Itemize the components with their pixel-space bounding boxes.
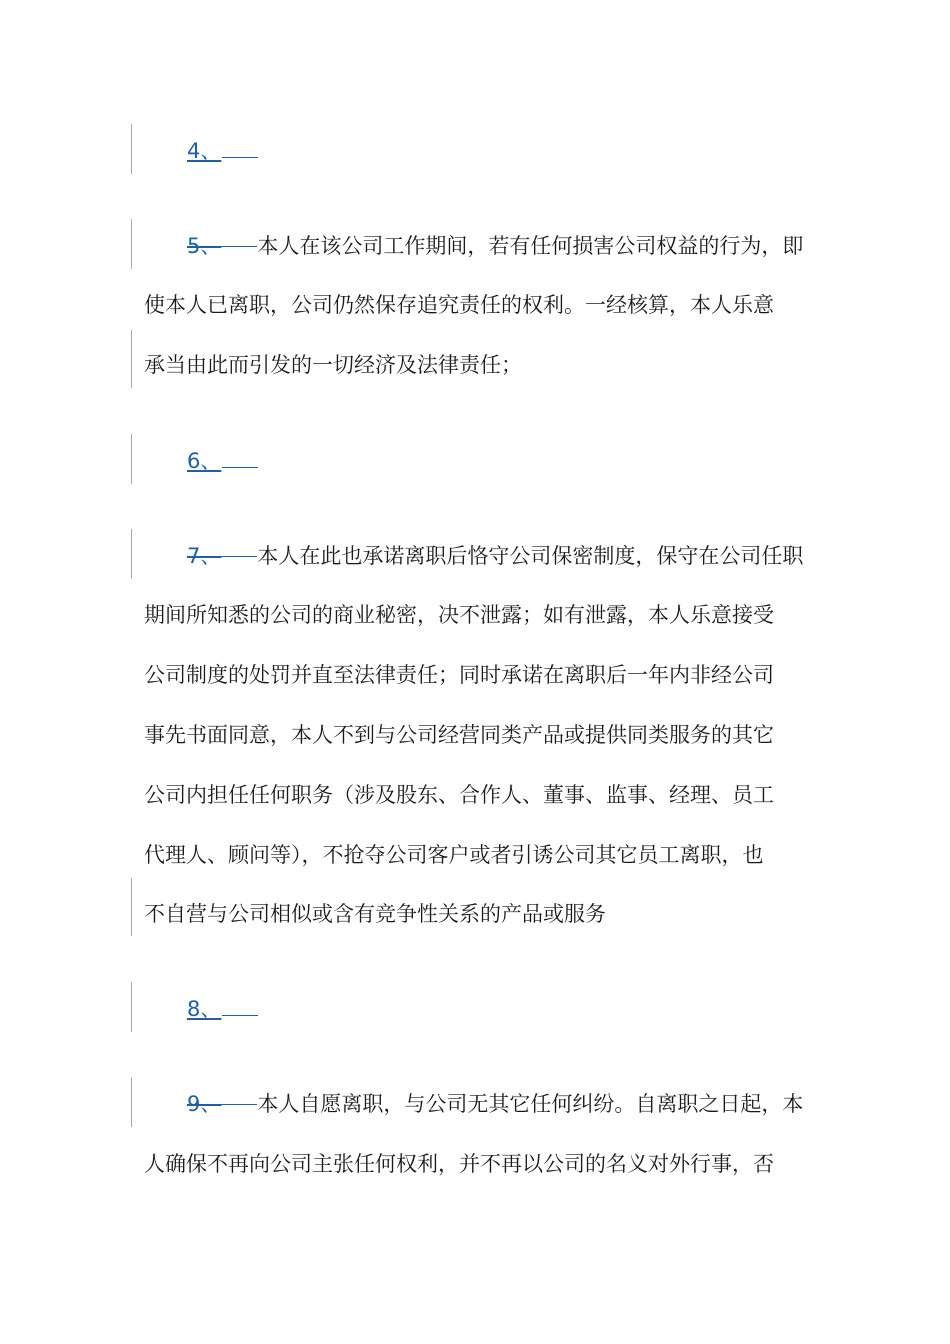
revision-bar xyxy=(131,1077,132,1127)
revision-bar xyxy=(131,434,132,484)
item-number-deleted: 5、 xyxy=(187,234,257,258)
item-number-deleted: 7、 xyxy=(187,544,257,568)
item-number-deleted: 9、 xyxy=(187,1092,257,1116)
list-item-4 xyxy=(187,136,809,166)
clause-7-line-7: 不自营与公司相似或含有竞争性关系的产品或服务 xyxy=(144,902,606,926)
clause-9-line-1: 9、 本人自愿离职，与公司无其它任何纠纷。自离职之日起，本 xyxy=(187,1092,804,1116)
clause-7-line-2: 期间所知悉的公司的商业秘密，决不泄露；如有泄露，本人乐意接受 xyxy=(144,603,774,627)
clause-7-line-3: 公司制度的处罚并直至法律责任；同时承诺在离职后一年内非经公司 xyxy=(144,663,774,687)
list-item-6 xyxy=(187,446,809,476)
revision-bar xyxy=(131,219,132,269)
clause-5-line-3: 承当由此而引发的一切经济及法律责任； xyxy=(144,353,522,377)
item-number-inserted: 4、 xyxy=(187,139,258,163)
clause-7-line-6: 代理人、顾问等），不抢夺公司客户或者引诱公司其它员工离职，也 xyxy=(144,843,764,867)
clause-7-line-1: 7、 本人在此也承诺离职后恪守公司保密制度，保守在公司任职 xyxy=(187,544,804,568)
clause-5-line-2: 使本人已离职，公司仍然保存追究责任的权利。一经核算，本人乐意 xyxy=(144,293,774,317)
revision-bar xyxy=(131,982,132,1032)
clause-7-line-5: 公司内担任任何职务（涉及股东、合作人、董事、监事、经理、员工 xyxy=(144,783,774,807)
item-number-inserted: 6、 xyxy=(187,449,258,473)
clause-9-line-2: 人确保不再向公司主张任何权利，并不再以公司的名义对外行事，否 xyxy=(144,1152,774,1176)
revision-bar xyxy=(131,529,132,579)
revision-bar xyxy=(131,124,132,174)
revision-bar xyxy=(131,330,132,388)
clause-5-line-1: 5、 本人在该公司工作期间，若有任何损害公司权益的行为，即 xyxy=(187,234,804,258)
revision-bar xyxy=(131,878,132,936)
list-item-8 xyxy=(187,994,809,1024)
item-number-inserted: 8、 xyxy=(187,997,258,1021)
clause-7-line-4: 事先书面同意，本人不到与公司经营同类产品或提供同类服务的其它 xyxy=(144,723,774,747)
